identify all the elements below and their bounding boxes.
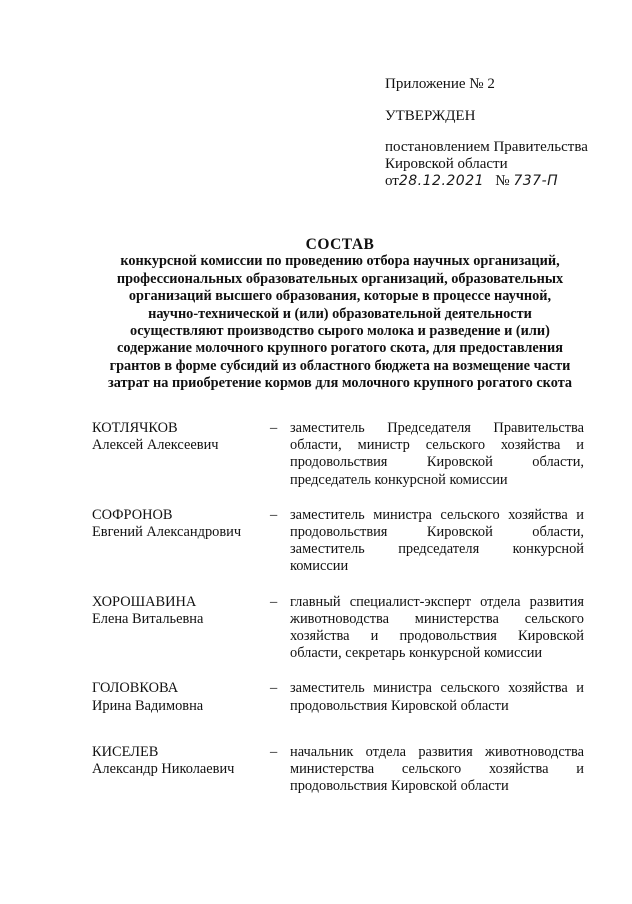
member-given-names: Евгений Александрович (92, 524, 242, 541)
member-surname: КОТЛЯЧКОВ (92, 420, 178, 436)
heading-title: СОСТАВ (305, 236, 375, 253)
member-dash: – (270, 593, 278, 610)
heading-line: организаций высшего образования, которые в процессе научной, (128, 288, 552, 305)
date-prefix: от (385, 173, 399, 189)
commission-members-list (92, 420, 584, 795)
member-name (92, 744, 268, 778)
member-role: главный специалист-эксперт отдела развития животноводства министерства сельского хозяйства и продовольствия Кировской области, секретарь конкурсной комиссии (290, 593, 584, 662)
member-role: заместитель министра сельского хозяйства и продовольствия Кировской области, заместитель председателя конкурсной комиссии (290, 506, 584, 575)
member-row (92, 594, 584, 663)
date-number-line (385, 173, 588, 190)
member-dash: – (270, 506, 278, 523)
decree-line-1: постановлением Правительства (385, 139, 588, 155)
heading-line: научно-технической и (или) образовательной деятельности (148, 305, 532, 322)
member-dash: – (270, 743, 278, 760)
member-given-names: Ирина Вадимовна (92, 697, 204, 714)
member-dash: – (270, 680, 278, 697)
member-name (92, 507, 268, 541)
member-name (92, 594, 268, 628)
member-name (92, 420, 268, 454)
member-role: заместитель министра сельского хозяйства и продовольствия Кировской области (290, 680, 584, 714)
appendix-label: Приложение № 2 (385, 76, 495, 92)
member-role: начальник отдела развития животноводства министерства сельского хозяйства и продовольствия Кировской области (290, 743, 584, 795)
appendix-block (385, 76, 588, 190)
member-surname: СОФРОНОВ (92, 506, 173, 523)
document-heading (86, 236, 594, 393)
member-row (92, 744, 584, 796)
heading-line: содержание молочного крупного рогатого скота, для предоставления (117, 340, 563, 357)
heading-line: конкурсной комиссии по проведению отбора научных организаций, (120, 253, 560, 270)
member-dash: – (270, 420, 278, 436)
member-given-names: Алексей Алексеевич (92, 437, 219, 454)
member-row (92, 507, 584, 576)
handwritten-number: 737-П (513, 173, 559, 189)
decree-line-2: Кировской области (385, 156, 508, 172)
heading-line: затрат на приобретение кормов для молочного крупного рогатого скота (107, 375, 573, 392)
number-prefix: № (495, 173, 510, 189)
member-given-names: Александр Николаевич (92, 761, 235, 778)
heading-line: осуществляют производство сырого молока и разведение и (или) (130, 323, 550, 340)
heading-line: грантов в форме субсидий из областного бюджета на возмещение части (109, 357, 571, 374)
handwritten-date: 28.12.2021 (398, 173, 485, 189)
member-surname: ГОЛОВКОВА (92, 680, 179, 697)
member-given-names: Елена Витальевна (92, 610, 204, 627)
approved-label: УТВЕРЖДЕН (385, 108, 476, 124)
member-row (92, 420, 584, 489)
member-surname: КИСЕЛЕВ (92, 743, 159, 760)
member-role: заместитель Председателя Правительства области, министр сельского хозяйства и продовольствия Кировской области, председатель конкурсной комиссии (290, 420, 584, 488)
heading-line: профессиональных образовательных организаций, образовательных (116, 270, 564, 287)
member-name (92, 680, 268, 714)
member-surname: ХОРОШАВИНА (92, 593, 197, 610)
member-row (92, 680, 584, 714)
